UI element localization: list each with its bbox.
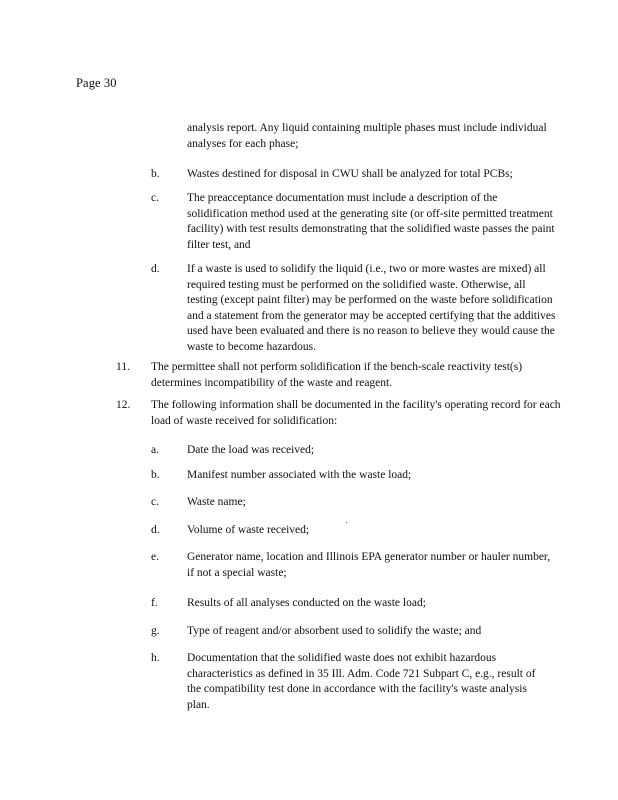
list-item-text: Documentation that the solidified waste does not exhibit hazardous characteristics as defined in 35 Ill. Adm. Code 721 Subpart C, e.g., result of the compatibility test done in accordance with the facility's waste analysis plan. bbox=[187, 652, 536, 711]
section-marker: 11. bbox=[116, 361, 130, 373]
section-text: The permittee shall not perform solidification if the bench-scale reactivity test(s) determines incompatibility of the waste and reagent. bbox=[151, 361, 523, 389]
list-marker: f. bbox=[151, 597, 158, 609]
list-marker: c. bbox=[151, 496, 159, 508]
list-marker: e. bbox=[151, 551, 159, 563]
list-item-text: Results of all analyses conducted on the waste load; bbox=[187, 597, 426, 609]
list-item-text: Volume of waste received; bbox=[187, 524, 310, 536]
list-marker: d. bbox=[151, 524, 160, 536]
list-item-text: Wastes destined for disposal in CWU shall be analyzed for total PCBs; bbox=[187, 168, 513, 180]
scan-speck bbox=[346, 522, 347, 523]
list-item-text: Date the load was received; bbox=[187, 444, 315, 456]
list-marker: b. bbox=[151, 168, 160, 180]
list-marker: h. bbox=[151, 652, 160, 664]
list-marker: a. bbox=[151, 444, 159, 456]
list-item-text: If a waste is used to solidify the liquid (i.e., two or more wastes are mixed) all required testing must be performed on the solidified waste. Otherwise, all testing (except paint filter) may be performed on the waste before solidification and a statement from the generator may be accepted certifying that the additives used have been evaluated and there is no reason to believe they would cause the waste to become hazardous. bbox=[187, 263, 556, 353]
list-item-text: Waste name; bbox=[187, 496, 246, 508]
list-item-text: Type of reagent and/or absorbent used to solidify the waste; and bbox=[187, 625, 482, 637]
continuation-paragraph: analysis report. Any liquid containing multiple phases must include individual analyses for each phase; bbox=[187, 122, 547, 150]
list-marker: b. bbox=[151, 469, 160, 481]
section-marker: 12. bbox=[116, 399, 131, 411]
list-item-text: The preacceptance documentation must include a description of the solidification method used at the generating site (or off-site permitted treatment facility) with test results demonstrating that the solidified waste passes the paint filter test, and bbox=[187, 192, 555, 251]
list-item-text: Manifest number associated with the waste load; bbox=[187, 469, 412, 481]
list-marker: d. bbox=[151, 263, 160, 275]
section-text: The following information shall be documented in the facility's operating record for each load of waste received for solidification: bbox=[151, 399, 561, 427]
page-header: Page 30 bbox=[76, 76, 117, 90]
list-item-text: Generator name, location and Illinois EPA generator number or hauler number, if not a special waste; bbox=[187, 551, 551, 579]
list-marker: c. bbox=[151, 192, 159, 204]
list-marker: g. bbox=[151, 625, 160, 637]
